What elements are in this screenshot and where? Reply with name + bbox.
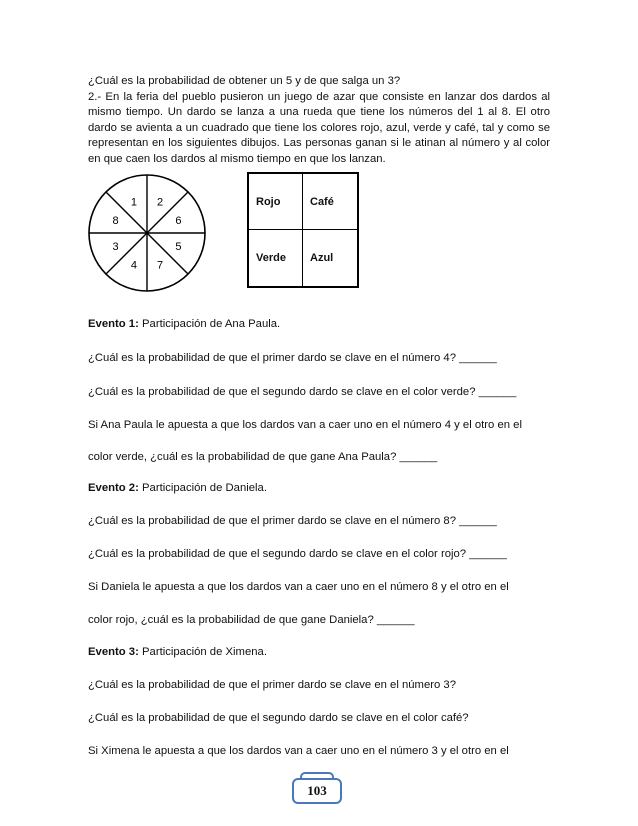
intro-text [88,74,550,167]
event-question: ¿Cuál es la probabilidad de que el segundo dardo se clave en el color verde? ______ [88,386,517,398]
color-cell: Café [303,174,357,230]
page-number: 103 [292,778,342,804]
event-title: Evento 1: [88,318,139,330]
color-square [247,172,359,288]
event-question: Si Ana Paula le apuesta a que los dardos van a caer uno en el número 4 y el otro en el [88,419,522,431]
wheel-number: 7 [156,259,164,272]
wheel-number: 2 [156,196,164,209]
color-cell: Azul [310,252,334,264]
event-heading [88,318,280,330]
color-cell: Rojo [249,174,303,230]
event-question: ¿Cuál es la probabilidad de que el segundo dardo se clave en el color café? [88,712,469,724]
wheel-number: 8 [112,214,119,227]
intro-question: ¿Cuál es la probabilidad de obtener un 5 y de que salga un 3? [88,75,401,87]
wheel-spoke [106,233,147,274]
wheel-number: 1 [130,196,138,209]
intro-paragraph: 2.- En la feria del pueblo pusieron un juego de azar que consiste en lanzar dos dardos al mismo tiempo. Un dardo se lanza a una rueda que tiene los números del 1 al 8. El otro dardo se avienta a un cuadrado que tiene los colores rojo, azul, verde y café, tal y como se representan en los siguientes dibujos. Las personas ganan si le atinan al número y al color en que caen los dardos al mismo tiempo en que los lanzan. [88,90,550,165]
event-question: ¿Cuál es la probabilidad de que el segundo dardo se clave en el color rojo? ______ [88,548,507,560]
wheel-spokes [89,175,205,291]
event-subtitle: Participación de Daniela. [138,482,267,494]
event-subtitle: Participación de Ana Paula. [138,318,281,330]
color-cell: Verde [249,230,303,286]
event-question: color verde, ¿cuál es la probabilidad de que gane Ana Paula? ______ [88,451,438,463]
event-subtitle: Participación de Ximena. [138,646,267,658]
event-question: Si Ximena le apuesta a que los dardos van a caer uno en el número 3 y el otro en el [88,745,509,757]
event-title: Evento 3: [88,646,139,658]
wheel-number: 5 [175,241,182,254]
wheel-spoke [147,192,188,233]
event-question: ¿Cuál es la probabilidad de que el primer dardo se clave en el número 4? ______ [88,352,497,364]
event-title: Evento 2: [88,482,139,494]
event-question: ¿Cuál es la probabilidad de que el primer dardo se clave en el número 8? ______ [88,515,497,527]
wheel-number: 6 [175,214,182,227]
wheel-number: 4 [130,259,138,272]
event-question: Si Daniela le apuesta a que los dardos van a caer uno en el número 8 y el otro en el [88,581,509,593]
wheel-spoke [147,233,188,274]
event-question: color rojo, ¿cuál es la probabilidad de que gane Daniela? ______ [88,614,415,626]
number-wheel [86,172,208,294]
event-question: ¿Cuál es la probabilidad de que el primer dardo se clave en el número 3? [88,679,456,691]
event-heading [88,646,267,658]
wheel-number: 3 [112,241,119,254]
event-heading [88,482,267,494]
